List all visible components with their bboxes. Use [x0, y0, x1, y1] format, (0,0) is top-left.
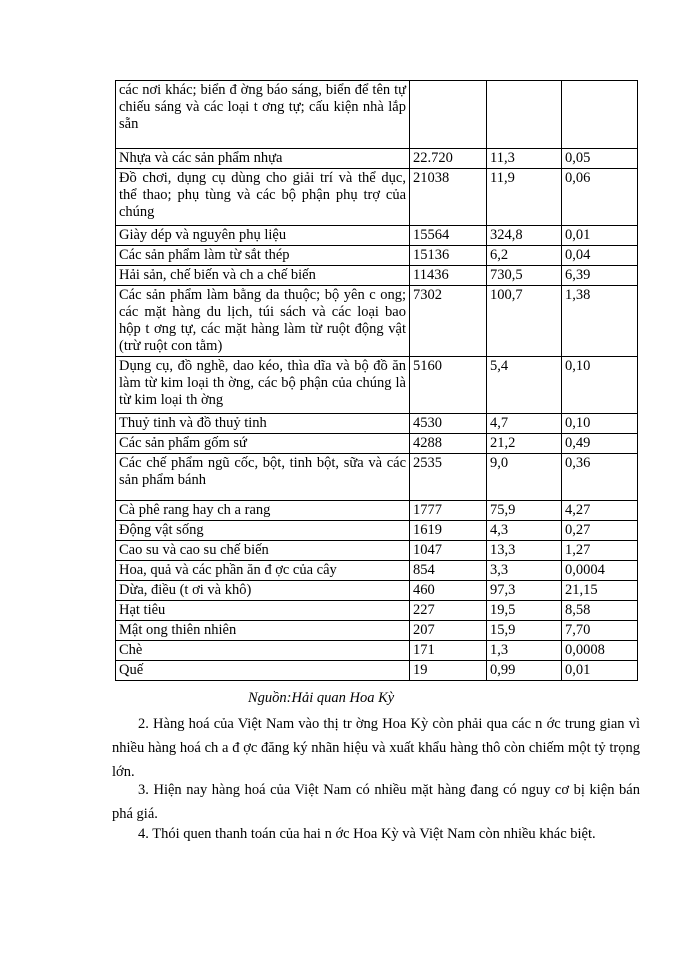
table-row — [116, 561, 638, 581]
value-cell-2: 730,5 — [487, 266, 562, 286]
value-cell-2: 6,2 — [487, 246, 562, 266]
paragraph-4: 4. Thói quen thanh toán của hai n ớc Hoa Kỳ và Việt Nam còn nhiều khác biệt. — [138, 826, 596, 842]
value-cell-2 — [487, 81, 562, 149]
product-cell: Quế — [116, 661, 410, 681]
value-cell-3: 0,36 — [562, 454, 638, 501]
value-cell-3: 8,58 — [562, 601, 638, 621]
value-cell-1: 1777 — [410, 501, 487, 521]
product-cell: Hạt tiêu — [116, 601, 410, 621]
value-cell-2: 97,3 — [487, 581, 562, 601]
value-cell-1: 11436 — [410, 266, 487, 286]
product-cell: Các sản phẩm làm bằng da thuộc; bộ yên c ong; các mặt hàng du lịch, túi sách và các loại bao hộp t ơng tự, các mặt hàng làm từ ruột động vật (trừ ruột con tằm) — [116, 286, 410, 357]
value-cell-1: 21038 — [410, 169, 487, 226]
product-cell: Cao su và cao su chế biến — [116, 541, 410, 561]
table-row — [116, 661, 638, 681]
value-cell-3: 21,15 — [562, 581, 638, 601]
table-row — [116, 521, 638, 541]
product-cell: Động vật sống — [116, 521, 410, 541]
product-cell: Dừa, điều (t ơi và khô) — [116, 581, 410, 601]
value-cell-2: 0,99 — [487, 661, 562, 681]
value-cell-2: 19,5 — [487, 601, 562, 621]
product-cell: Chè — [116, 641, 410, 661]
product-cell: Các sản phẩm làm từ sắt thép — [116, 246, 410, 266]
value-cell-3 — [562, 81, 638, 149]
trade-table-body — [116, 81, 638, 681]
value-cell-1: 227 — [410, 601, 487, 621]
value-cell-1: 5160 — [410, 357, 487, 414]
product-cell: Đồ chơi, dụng cụ dùng cho giải trí và thể dục, thể thao; phụ tùng và các bộ phận phụ trợ của chúng — [116, 169, 410, 226]
value-cell-3: 0,0008 — [562, 641, 638, 661]
value-cell-2: 9,0 — [487, 454, 562, 501]
value-cell-1: 1619 — [410, 521, 487, 541]
table-row — [116, 641, 638, 661]
value-cell-1: 2535 — [410, 454, 487, 501]
value-cell-2: 21,2 — [487, 434, 562, 454]
value-cell-2: 4,3 — [487, 521, 562, 541]
value-cell-3: 0,49 — [562, 434, 638, 454]
table-row — [116, 81, 638, 149]
value-cell-2: 4,7 — [487, 414, 562, 434]
source-note: Nguồn:Hải quan Hoa Kỳ — [248, 690, 395, 706]
table-row — [116, 169, 638, 226]
product-cell: Mật ong thiên nhiên — [116, 621, 410, 641]
product-cell: các nơi khác; biển đ ờng báo sáng, biển để tên tự chiếu sáng và các loại t ơng tự; cấu kiện nhà lắp sẵn — [116, 81, 410, 149]
table-row — [116, 601, 638, 621]
table-row — [116, 581, 638, 601]
table-row — [116, 541, 638, 561]
value-cell-1: 19 — [410, 661, 487, 681]
table-row — [116, 266, 638, 286]
product-cell: Dụng cụ, đồ nghề, dao kéo, thìa dĩa và bộ đồ ăn làm từ kim loại th ờng, các bộ phận của chúng là từ kim loại th ờng — [116, 357, 410, 414]
value-cell-3: 0,10 — [562, 357, 638, 414]
value-cell-2: 11,9 — [487, 169, 562, 226]
value-cell-3: 0,27 — [562, 521, 638, 541]
product-cell: Hoa, quả và các phần ăn đ ợc của cây — [116, 561, 410, 581]
value-cell-3: 7,70 — [562, 621, 638, 641]
value-cell-3: 1,38 — [562, 286, 638, 357]
value-cell-2: 1,3 — [487, 641, 562, 661]
value-cell-3: 4,27 — [562, 501, 638, 521]
value-cell-3: 0,06 — [562, 169, 638, 226]
value-cell-2: 13,3 — [487, 541, 562, 561]
table-row — [116, 434, 638, 454]
value-cell-3: 0,01 — [562, 226, 638, 246]
table-row — [116, 149, 638, 169]
table-row — [116, 501, 638, 521]
value-cell-1: 22.720 — [410, 149, 487, 169]
paragraph-3: 3. Hiện nay hàng hoá của Việt Nam có nhiều mặt hàng đang có nguy cơ bị kiện bán phá giá. — [112, 782, 640, 822]
value-cell-1: 854 — [410, 561, 487, 581]
value-cell-1: 15136 — [410, 246, 487, 266]
table-row — [116, 226, 638, 246]
product-cell: Các chế phẩm ngũ cốc, bột, tinh bột, sữa và các sản phẩm bánh — [116, 454, 410, 501]
value-cell-1: 171 — [410, 641, 487, 661]
value-cell-2: 5,4 — [487, 357, 562, 414]
product-cell: Nhựa và các sản phẩm nhựa — [116, 149, 410, 169]
value-cell-1: 15564 — [410, 226, 487, 246]
value-cell-3: 0,10 — [562, 414, 638, 434]
paragraph-2: 2. Hàng hoá của Việt Nam vào thị tr ờng Hoa Kỳ còn phải qua các n ớc trung gian vì nhiều hàng hoá ch a đ ợc đăng ký nhãn hiệu và xuất khẩu hàng thô còn chiếm một tỷ trọng lớn. — [112, 716, 640, 780]
product-cell: Giày dép và nguyên phụ liệu — [116, 226, 410, 246]
value-cell-1: 207 — [410, 621, 487, 641]
value-cell-2: 75,9 — [487, 501, 562, 521]
value-cell-2: 324,8 — [487, 226, 562, 246]
value-cell-1: 4288 — [410, 434, 487, 454]
table-row — [116, 414, 638, 434]
value-cell-3: 0,05 — [562, 149, 638, 169]
value-cell-3: 1,27 — [562, 541, 638, 561]
product-cell: Cà phê rang hay ch a rang — [116, 501, 410, 521]
table-row — [116, 357, 638, 414]
value-cell-1: 1047 — [410, 541, 487, 561]
table-row — [116, 621, 638, 641]
value-cell-1: 460 — [410, 581, 487, 601]
value-cell-2: 3,3 — [487, 561, 562, 581]
value-cell-2: 100,7 — [487, 286, 562, 357]
value-cell-3: 6,39 — [562, 266, 638, 286]
value-cell-1 — [410, 81, 487, 149]
table-row — [116, 286, 638, 357]
product-cell: Thuỷ tinh và đồ thuỷ tinh — [116, 414, 410, 434]
product-cell: Hải sản, chế biến và ch a chế biến — [116, 266, 410, 286]
value-cell-2: 15,9 — [487, 621, 562, 641]
table-row — [116, 246, 638, 266]
value-cell-1: 4530 — [410, 414, 487, 434]
value-cell-2: 11,3 — [487, 149, 562, 169]
value-cell-3: 0,0004 — [562, 561, 638, 581]
value-cell-3: 0,04 — [562, 246, 638, 266]
product-cell: Các sản phẩm gốm sứ — [116, 434, 410, 454]
value-cell-3: 0,01 — [562, 661, 638, 681]
trade-table — [115, 80, 638, 681]
value-cell-1: 7302 — [410, 286, 487, 357]
table-row — [116, 454, 638, 501]
